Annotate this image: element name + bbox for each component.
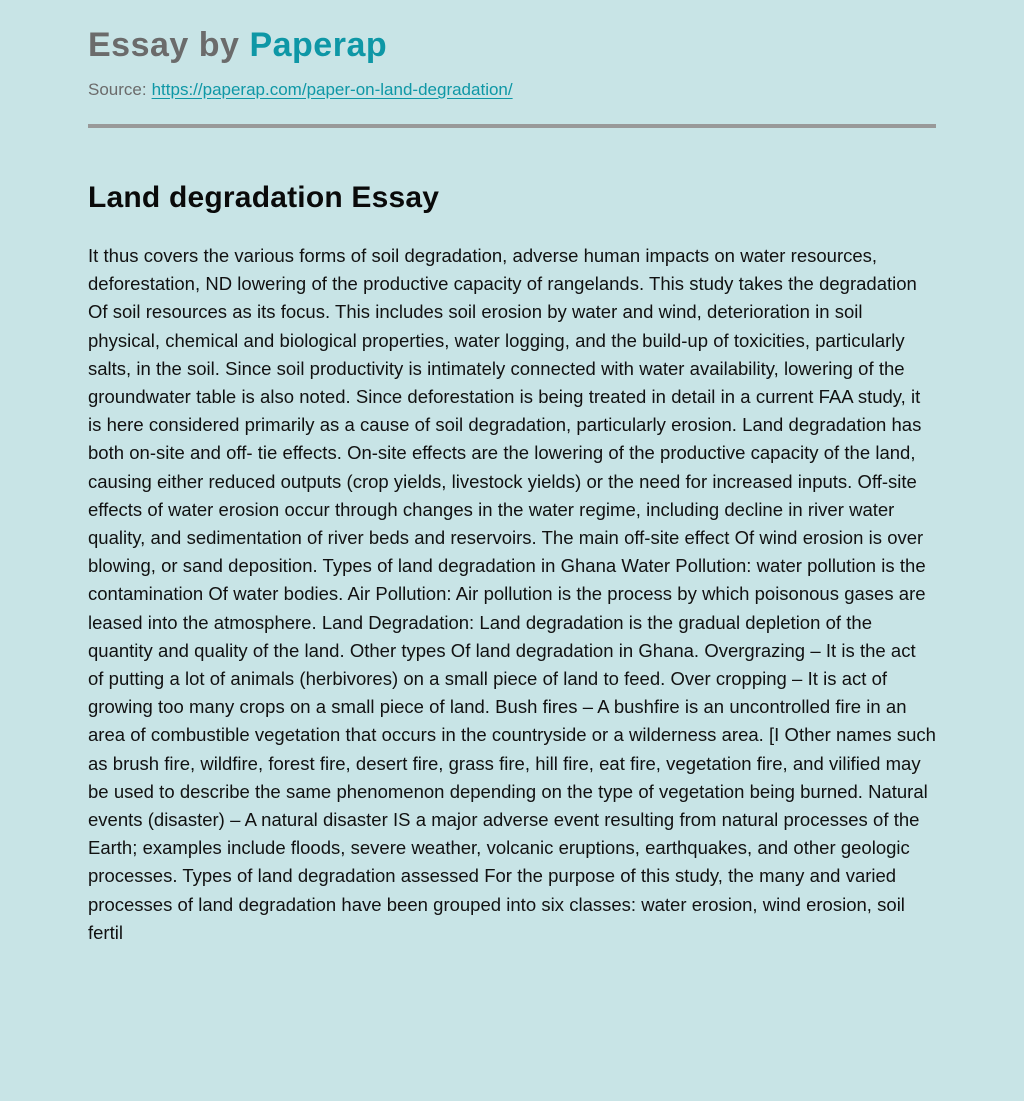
source-url-link[interactable]: https://paperap.com/paper-on-land-degradation/ [151, 80, 513, 99]
source-label: Source: [88, 80, 147, 99]
brand-name-text: Paperap [249, 26, 388, 64]
page-title: Land degradation Essay [88, 181, 440, 214]
site-header [88, 24, 936, 102]
article-body-text: It thus covers the various forms of soil degradation, adverse human impacts on water resources, deforestation, ND lowering of the productive capacity of rangelands. This study takes the degradation Of soil resources as its focus. This includes soil erosion by water and wind, deterioration in soil physical, chemical and biological properties, water logging, and the build-up of toxicities, particularly salts, in the soil. Since soil productivity is intimately connected with water availability, lowering of the groundwater table is also noted. Since deforestation is being treated in detail in a current FAA study, it is here considered primarily as a cause of soil degradation, particularly erosion. Land degradation has both on-site and off- tie effects. On-site effects are the lowering of the productive capacity of the land, causing either reduced outputs (crop yields, livestock yields) or the need for increased inputs. Off-site effects of water erosion occur through changes in the water regime, including decline in river water quality, and sedimentation of river beds and reservoirs. The main off-site effect Of wind erosion is over blowing, or sand deposition. Types of land degradation in Ghana Water Pollution: water pollution is the contamination Of water bodies. Air Pollution: Air pollution is the process by which poisonous gases are leased into the atmosphere. Land Degradation: Land degradation is the gradual depletion of the quantity and quality of the land. Other types Of land degradation in Ghana. Overgrazing – It is the act of putting a lot of animals (herbivores) on a small piece of land to feed. Over cropping – It is act of growing too many crops on a small piece of land. Bush fires – A bushfire is an uncontrolled fire in an area of combustible vegetation that occurs in the countryside or a wilderness area. [I Other names such as brush fire, wildfire, forest fire, desert fire, grass fire, hill fire, eat fire, vegetation fire, and vilified may be used to describe the same phenomenon depending on the type of vegetation being burned. Natural events (disaster) – A natural disaster IS a major adverse event resulting from natural processes of the Earth; examples include floods, severe weather, volcanic eruptions, earthquakes, and other geologic processes. Types of land degradation assessed For the purpose of this study, the many and varied processes of land degradation have been grouped into six classes: water erosion, wind erosion, soil fertil [88, 245, 936, 943]
source-line [88, 78, 936, 102]
header-divider [88, 124, 936, 128]
brand-title [88, 24, 936, 66]
brand-prefix-text: Essay by [88, 26, 240, 64]
article-container [88, 178, 936, 947]
